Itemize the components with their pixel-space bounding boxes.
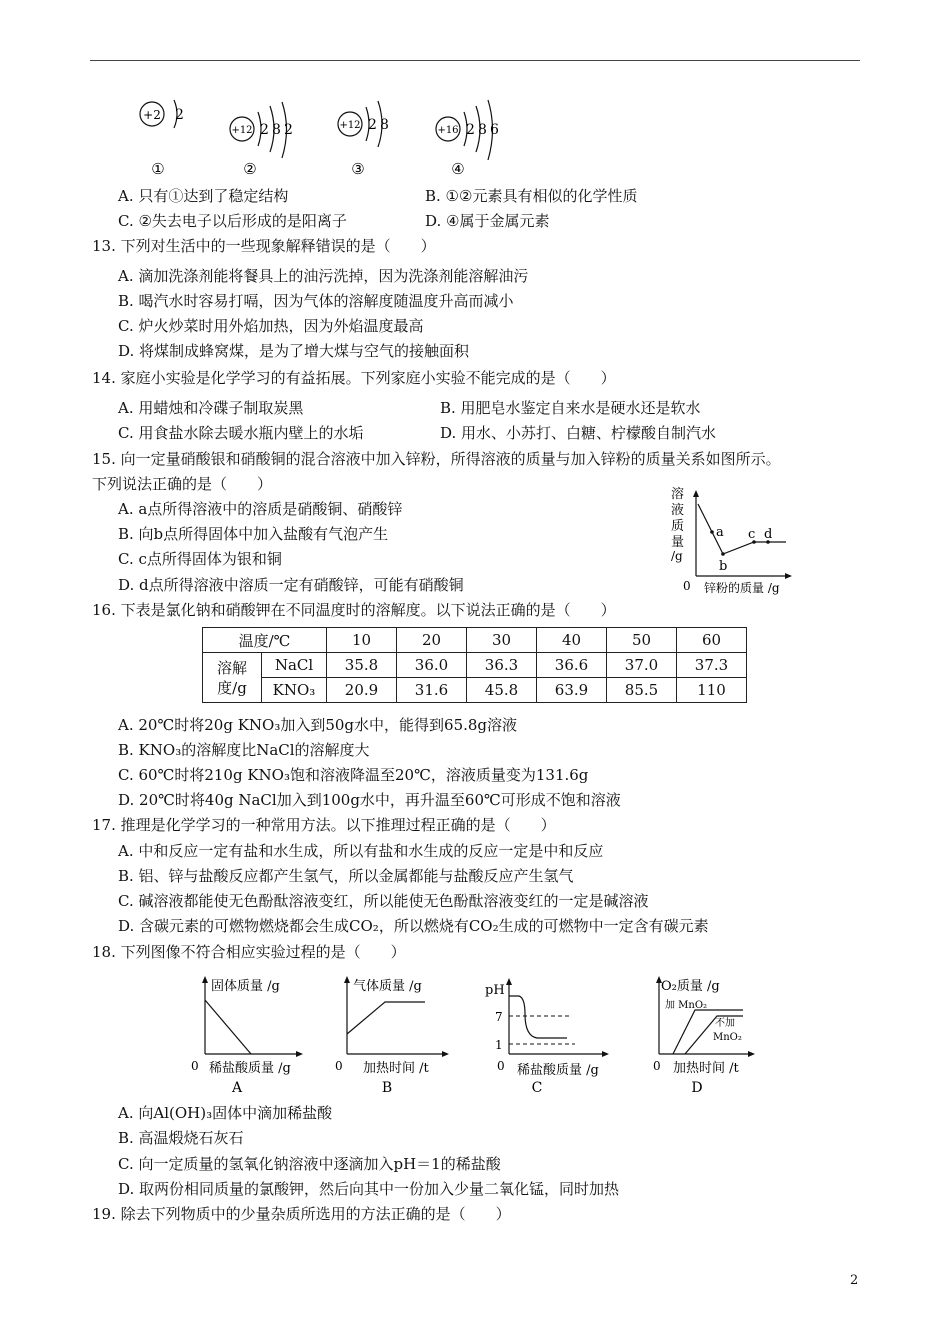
q15-ylabel-3: 质: [671, 519, 685, 534]
q12-option-d: D. ④属于金属元素: [425, 212, 550, 230]
q13-stem: 13. 下列对生活中的一些现象解释错误的是（ ）: [92, 237, 436, 255]
table-cell: 36.0: [397, 653, 467, 678]
atom-3-label: ③: [351, 160, 365, 178]
q18-graph-c-tick-7: 7: [495, 1010, 503, 1024]
table-cell: 110: [677, 678, 747, 703]
table-header-cell: 40: [537, 628, 607, 653]
q15-point-a-marker: [710, 530, 714, 534]
q18-graph-d-ylabel: O₂质量 /g: [661, 979, 720, 994]
atom-4-shell-1: 2: [466, 122, 475, 138]
q18-graph-d-origin: 0: [653, 1059, 661, 1073]
q14-option-a: A. 用蜡烛和冷碟子制取炭黑: [118, 399, 304, 417]
header-rule: [90, 60, 860, 61]
q14-option-d: D. 用水、小苏打、白糖、柠檬酸自制汽水: [440, 424, 717, 442]
q15-option-a: A. a点所得溶液中的溶质是硝酸铜、硝酸锌: [118, 500, 403, 518]
q15-curve: [698, 504, 786, 554]
atom-1-shell-1: 2: [175, 107, 184, 123]
atom-2-nucleus: +12: [231, 125, 253, 136]
q18-graph-a-label: A: [231, 1080, 243, 1096]
atom-1: [140, 100, 184, 178]
q13-option-c: C. 炉火炒菜时用外焰加热，因为外焰温度最高: [118, 317, 424, 335]
q18-option-a: A. 向Al(OH)₃固体中滴加稀盐酸: [118, 1104, 333, 1122]
table-header-cell: 30: [467, 628, 537, 653]
table-header-cell: 20: [397, 628, 467, 653]
atom-structure-diagrams: [130, 88, 520, 183]
q18-graph-a-ylabel: 固体质量 /g: [211, 979, 280, 994]
q18-graph-c-label: C: [531, 1080, 543, 1096]
q15-ylabel-4: 量: [671, 535, 685, 550]
q18-graph-c-xlabel: 稀盐酸质量 /g: [517, 1063, 599, 1078]
q18-graph-a: [191, 976, 303, 1096]
q17-option-a: A. 中和反应一定有盐和水生成，所以有盐和水生成的反应一定是中和反应: [118, 842, 604, 860]
table-header-cell: 60: [677, 628, 747, 653]
atom-1-label: ①: [151, 160, 165, 178]
table-row: [203, 678, 747, 703]
table-cell: 63.9: [537, 678, 607, 703]
page-number: 2: [850, 1273, 859, 1288]
q18-graph-c-tick-1: 1: [495, 1038, 503, 1052]
q15-xlabel: 锌粉的质量 /g: [704, 581, 780, 595]
table-row-name: KNO₃: [262, 678, 327, 703]
q13-option-d: D. 将煤制成蜂窝煤，是为了增大煤与空气的接触面积: [118, 342, 470, 360]
q15-option-c: C. c点所得固体为银和铜: [118, 550, 282, 568]
q18-graph-b-ylabel: 气体质量 /g: [353, 979, 422, 994]
q18-graph-c-ylabel: pH: [485, 983, 505, 998]
table-row-name: NaCl: [262, 653, 327, 678]
table-row-group-label: 溶解度/g: [203, 653, 262, 703]
table-header-temp: 温度/℃: [203, 628, 327, 653]
q18-graph-b-line: [347, 1002, 425, 1034]
q18-graph-a-line: [205, 1000, 251, 1054]
q18-graph-c: [485, 978, 609, 1096]
table-cell: 37.3: [677, 653, 747, 678]
table-cell: 37.0: [607, 653, 677, 678]
q18-graph-d-note-1: 加 MnO₂: [665, 1000, 708, 1011]
q18-graph-b-label: B: [381, 1080, 393, 1096]
q12-option-a: A. 只有①达到了稳定结构: [118, 187, 289, 205]
q16-option-b: B. KNO₃的溶解度比NaCl的溶解度大: [118, 741, 370, 759]
q15-stem-1: 15. 向一定量硝酸银和硝酸铜的混合溶液中加入锌粉，所得溶液的质量与加入锌粉的质量关系如图所示。: [92, 450, 781, 468]
table-cell: 35.8: [327, 653, 397, 678]
q13-option-a: A. 滴加洗涤剂能将餐具上的油污洗掉，因为洗涤剂能溶解油污: [118, 267, 529, 285]
q15-ylabel-5: /g: [671, 549, 683, 563]
atom-2-shell-1: 2: [260, 122, 269, 138]
atom-3-shell-1: 2: [368, 117, 377, 133]
table-cell: 36.3: [467, 653, 537, 678]
atom-2-label: ②: [243, 160, 257, 178]
q15-graph: [668, 484, 808, 600]
q16-solubility-table: [202, 627, 747, 703]
table-cell: 20.9: [327, 678, 397, 703]
q15-option-b: B. 向b点所得固体中加入盐酸有气泡产生: [118, 525, 389, 543]
atom-3-shell-2: 8: [380, 117, 389, 133]
q15-origin: 0: [683, 579, 691, 593]
q13-option-b: B. 喝汽水时容易打嗝，因为气体的溶解度随温度升高而减小: [118, 292, 514, 310]
atom-4-nucleus: +16: [437, 125, 459, 136]
q18-graph-c-origin: 0: [497, 1059, 505, 1073]
q18-graph-a-origin: 0: [191, 1059, 199, 1073]
q17-stem: 17. 推理是化学学习的一种常用方法。以下推理过程正确的是（ ）: [92, 816, 556, 834]
atom-4-shell-3: 6: [490, 122, 499, 138]
q18-graph-d-xlabel: 加热时间 /t: [673, 1061, 739, 1076]
atom-3-nucleus: +12: [339, 120, 361, 131]
q15-point-b: b: [719, 559, 728, 574]
table-row: [203, 653, 747, 678]
q18-graph-b-xlabel: 加热时间 /t: [363, 1061, 429, 1076]
q14-option-c: C. 用食盐水除去暖水瓶内壁上的水垢: [118, 424, 364, 442]
q12-option-b: B. ①②元素具有相似的化学性质: [425, 187, 638, 205]
q18-stem: 18. 下列图像不符合相应实验过程的是（ ）: [92, 943, 406, 961]
q19-stem: 19. 除去下列物质中的少量杂质所选用的方法正确的是（ ）: [92, 1205, 511, 1223]
q15-option-d: D. d点所得溶液中溶质一定有硝酸锌，可能有硝酸铜: [118, 576, 464, 594]
q17-option-b: B. 铝、锌与盐酸反应都产生氢气，所以金属都能与盐酸反应产生氢气: [118, 867, 574, 885]
q15-point-c: c: [748, 527, 756, 542]
q14-option-b: B. 用肥皂水鉴定自来水是硬水还是软水: [440, 399, 701, 417]
q17-option-d: D. 含碳元素的可燃物燃烧都会生成CO₂，所以燃烧有CO₂生成的可燃物中一定含有碳元素: [118, 917, 709, 935]
table-cell: 36.6: [537, 653, 607, 678]
q16-option-d: D. 20℃时将40g NaCl加入到100g水中，再升温至60℃可形成不饱和溶液: [118, 791, 621, 809]
q18-graph-c-curve: [509, 996, 567, 1038]
table-header-cell: 50: [607, 628, 677, 653]
table-cell: 45.8: [467, 678, 537, 703]
q15-ylabel-2: 液: [671, 503, 685, 518]
q18-graph-d: [653, 976, 755, 1096]
q18-option-d: D. 取两份相同质量的氯酸钾，然后向其中一份加入少量二氧化锰，同时加热: [118, 1180, 620, 1198]
q18-graph-b: [335, 976, 449, 1096]
q14-stem: 14. 家庭小实验是化学学习的有益拓展。下列家庭小实验不能完成的是（ ）: [92, 369, 616, 387]
q18-graph-d-label: D: [691, 1080, 703, 1096]
q15-point-b-marker: [721, 552, 725, 556]
q18-graph-d-note-2: 不加: [715, 1018, 735, 1029]
atom-1-nucleus: +2: [143, 108, 161, 122]
atom-4: [436, 100, 499, 178]
q18-graph-a-xlabel: 稀盐酸质量 /g: [209, 1061, 291, 1076]
q18-option-b: B. 高温煅烧石灰石: [118, 1129, 244, 1147]
q18-graph-b-origin: 0: [335, 1059, 343, 1073]
q15-point-d: d: [764, 527, 773, 542]
q15-stem-2: 下列说法正确的是（ ）: [92, 475, 273, 493]
atom-2-shell-2: 8: [272, 122, 281, 138]
atom-4-label: ④: [451, 160, 465, 178]
atom-4-shell-2: 8: [478, 122, 487, 138]
table-cell: 31.6: [397, 678, 467, 703]
q17-option-c: C. 碱溶液都能使无色酚酞溶液变红，所以能使无色酚酞溶液变红的一定是碱溶液: [118, 892, 649, 910]
q15-ylabel-1: 溶: [671, 487, 685, 502]
q18-graph-d-note-3: MnO₂: [713, 1032, 742, 1043]
table-header-cell: 10: [327, 628, 397, 653]
atom-3: [338, 101, 389, 178]
q18-graphs: [185, 970, 765, 1100]
table-cell: 85.5: [607, 678, 677, 703]
q16-stem: 16. 下表是氯化钠和硝酸钾在不同温度时的溶解度。以下说法正确的是（ ）: [92, 601, 616, 619]
q16-option-a: A. 20℃时将20g KNO₃加入到50g水中，能得到65.8g溶液: [118, 716, 518, 734]
q12-option-c: C. ②失去电子以后形成的是阳离子: [118, 212, 347, 230]
atom-2-shell-3: 2: [284, 122, 293, 138]
q18-option-c: C. 向一定质量的氢氧化钠溶液中逐滴加入pH＝1的稀盐酸: [118, 1155, 501, 1173]
atom-2: [230, 102, 293, 178]
q16-option-c: C. 60℃时将210g KNO₃饱和溶液降温至20℃，溶液质量变为131.6g: [118, 766, 589, 784]
table-row: [203, 628, 747, 653]
q15-point-a: a: [716, 525, 724, 540]
